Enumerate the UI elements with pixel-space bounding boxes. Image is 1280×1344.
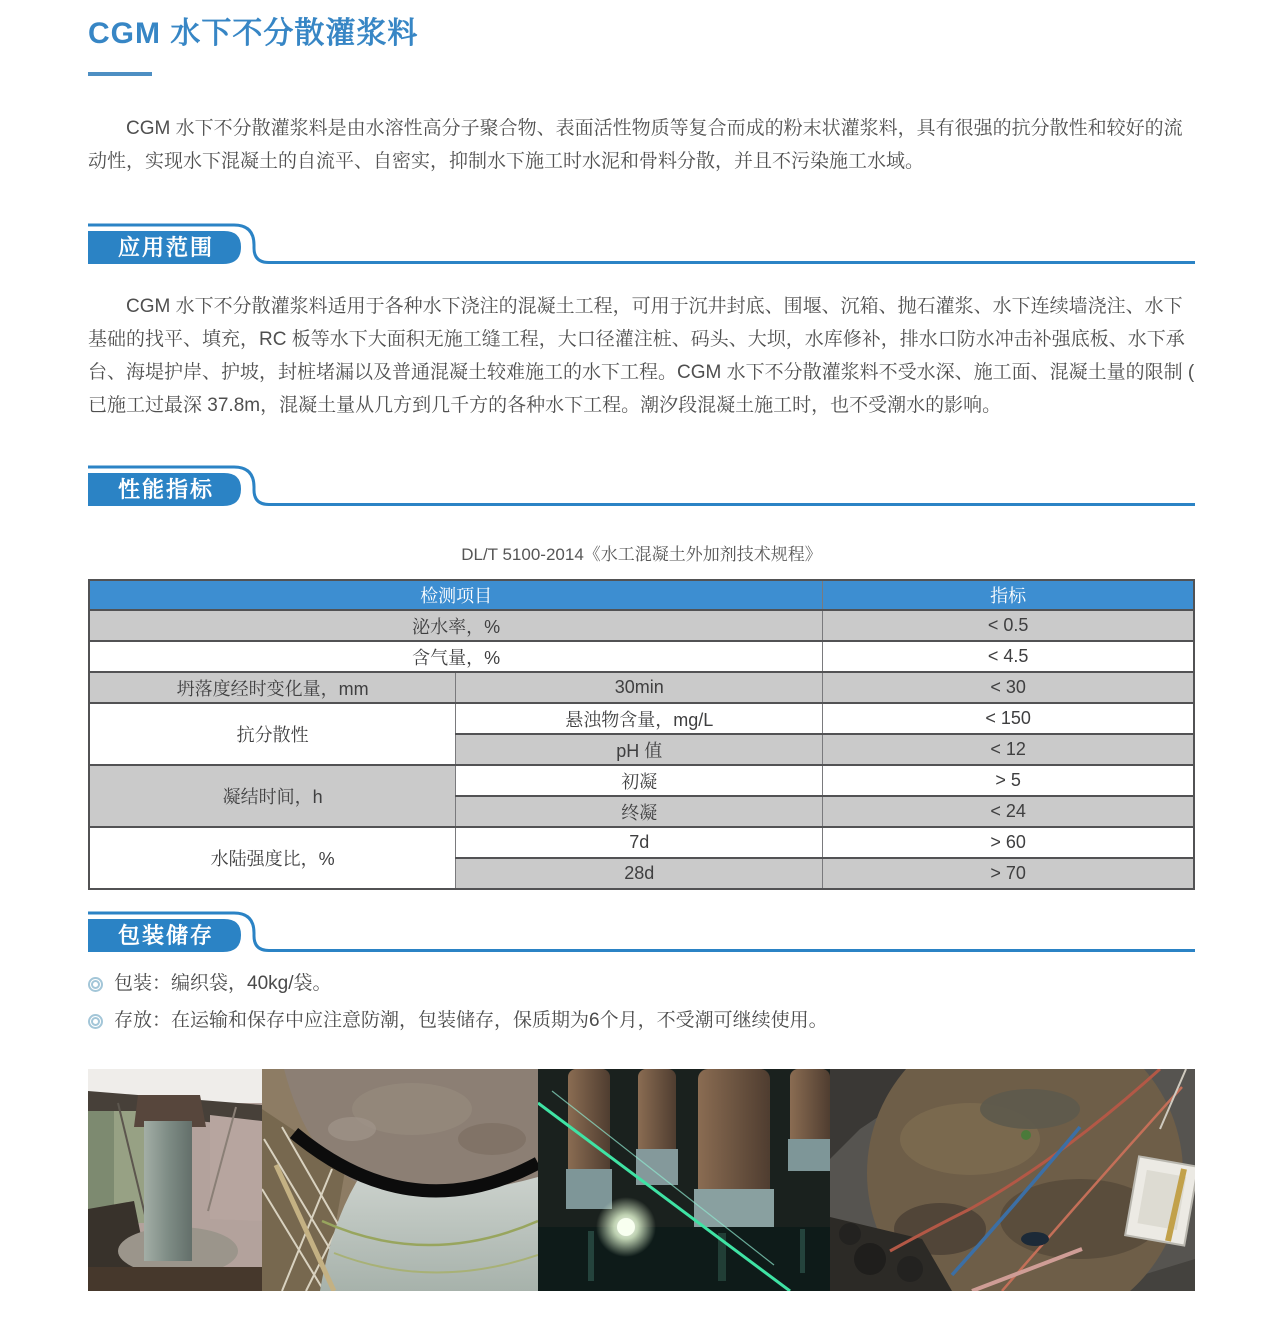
table-header-row [89,580,1194,610]
table-cell: < 24 [823,796,1194,827]
double-ring-bullet-icon [88,977,103,992]
column-header-index: 指标 [823,580,1194,610]
table-cell: 凝结时间，h [89,765,456,827]
double-ring-bullet-icon [88,1014,103,1029]
table-cell: 终凝 [456,796,823,827]
table-cell: < 150 [823,703,1194,734]
table-cell: 30min [456,672,823,703]
photo-strip [88,1069,1195,1291]
section-header-packaging [88,910,1195,956]
table-cell: 28d [456,858,823,889]
section-heading: 包装储存 [117,923,215,948]
table-cell: 含气量，% [89,641,823,672]
table-cell: > 60 [823,827,1194,858]
packaging-list [88,972,1195,1033]
section-tab-shape [88,222,1195,268]
section-header-performance [88,464,1195,510]
packaging-bullet [88,972,1195,996]
photo-caisson-top-view [830,1069,1195,1291]
table-cell: 7d [456,827,823,858]
table-cell: 泌水率，% [89,610,823,641]
table-row [89,827,1194,858]
table-cell: < 4.5 [823,641,1194,672]
performance-table [88,579,1195,890]
table-cell: pH 值 [456,734,823,765]
standard-reference: DL/T 5100-2014《水工混凝土外加剂技术规程》 [461,545,822,564]
table-cell: < 30 [823,672,1194,703]
application-paragraph: CGM 水下不分散灌浆料适用于各种水下浇注的混凝土工程，可用于沉井封底、围堰、沉箱、抛石灌浆、水下连续墙浇注、水下基础的找平、填充，RC 板等水下大面积无施工缝工程，大口径灌注桩、码头、大坝，水库修补，排水口防水冲击补强底板、水下承台、海堤护岸、护坡，封桩堵漏以及普通混凝土较难施工的水下工程。CGM 水下不分散灌浆料不受水深、施工面、混凝土量的限制 ( 已施工过最深 37.8m，混凝土量从几方到几千方的各种水下工程。潮汐段混凝土施工时，也不受潮水的影响。 [88,296,1195,416]
packaging-bullet [88,1009,1195,1033]
photo-pile-jacket-closeup [262,1069,538,1291]
table-cell: < 0.5 [823,610,1194,641]
table-cell: > 5 [823,765,1194,796]
table-row [89,610,1194,641]
table-row [89,672,1194,703]
title-underline [88,72,152,76]
section-tab-shape [88,464,1195,510]
section-tab-shape [88,910,1195,956]
section-heading: 应用范围 [117,235,215,260]
table-cell: 坍落度经时变化量，mm [89,672,456,703]
table-cell: 初凝 [456,765,823,796]
photo-pier-column-repair [88,1069,262,1291]
table-cell: 悬浊物含量，mg/L [456,703,823,734]
section-header-application [88,222,1195,268]
table-cell: 抗分散性 [89,703,456,765]
page-title: CGM 水下不分散灌浆料 [88,17,419,50]
table-cell: > 70 [823,858,1194,889]
bullet-text: 包装：编织袋，40kg/袋。 [114,973,332,994]
table-row [89,703,1194,734]
performance-table-body [89,610,1194,889]
table-cell: < 12 [823,734,1194,765]
table-row [89,641,1194,672]
table-row [89,765,1194,796]
table-cell: 水陆强度比，% [89,827,456,889]
photo-underwater-piers-night [538,1069,830,1291]
bullet-text: 存放：在运输和保存中应注意防潮，包装储存，保质期为6个月，不受潮可继续使用。 [114,1010,828,1031]
column-header-item: 检测项目 [89,580,823,610]
section-heading: 性能指标 [117,477,215,502]
intro-paragraph: CGM 水下不分散灌浆料是由水溶性高分子聚合物、表面活性物质等复合而成的粉末状灌浆料，具有很强的抗分散性和较好的流动性，实现水下混凝土的自流平、自密实，抑制水下施工时水泥和骨料分散，并且不污染施工水域。 [88,118,1183,172]
